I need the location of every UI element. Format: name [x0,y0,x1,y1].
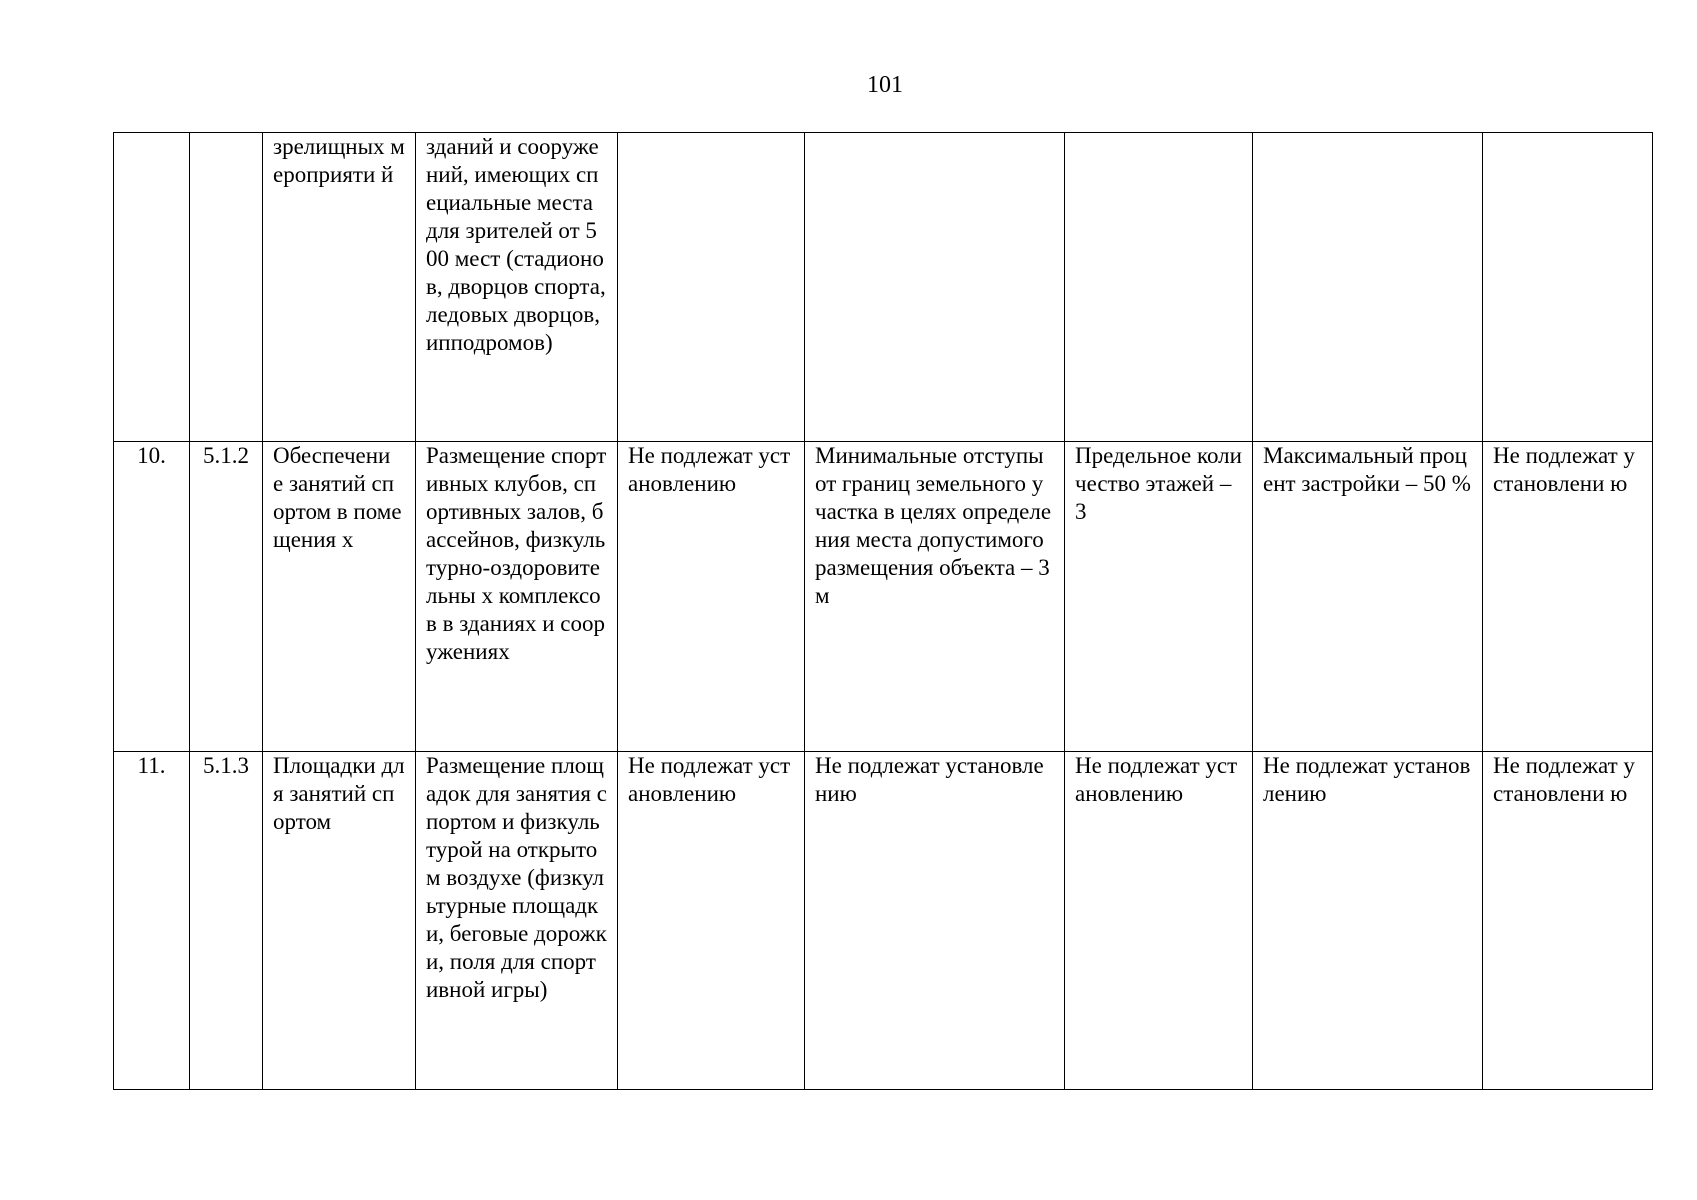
row-number-cell: 11. [114,752,190,1090]
page-number: 101 [867,72,903,98]
use-code-cell: 5.1.3 [190,752,263,1090]
use-code-cell: 5.1.2 [190,442,263,752]
coverage-cell: Максимальный процент застройки – 50 % [1253,442,1483,752]
plot-size-cell [618,133,805,442]
use-name-cell: зрелищных мероприяти й [263,133,416,442]
plot-size-cell: Не подлежат установлению [618,752,805,1090]
table-row [114,752,1653,1090]
setback-cell [805,133,1065,442]
row-number-cell [114,133,190,442]
row-number-cell: 10. [114,442,190,752]
coverage-cell [1253,133,1483,442]
other-params-cell: Не подлежат установлени ю [1483,752,1653,1090]
use-description-cell: зданий и сооружений, имеющих специальные места для зрителей от 500 мест (стадионов, дворцов спорта, ледовых дворцов, ипподромов) [416,133,618,442]
use-description-cell: Размещение площадок для занятия спортом и физкультурой на открытом воздухе (физкультурные площадки, беговые дорожки, поля для спортивной игры) [416,752,618,1090]
other-params-cell [1483,133,1653,442]
use-code-cell [190,133,263,442]
setback-cell: Не подлежат установлению [805,752,1065,1090]
floors-cell: Не подлежат установлению [1065,752,1253,1090]
coverage-cell: Не подлежат установлению [1253,752,1483,1090]
table-row [114,133,1653,442]
floors-cell: Предельное количество этажей – 3 [1065,442,1253,752]
use-name-cell: Площадки для занятий спортом [263,752,416,1090]
use-name-cell: Обеспечени е занятий спортом в помещения х [263,442,416,752]
floors-cell [1065,133,1253,442]
plot-size-cell: Не подлежат установлению [618,442,805,752]
land-use-table [113,132,1653,1090]
other-params-cell: Не подлежат установлени ю [1483,442,1653,752]
use-description-cell: Размещение спортивных клубов, спортивных залов, бассейнов, физкультурно-оздоровительны х комплексов в зданиях и сооружениях [416,442,618,752]
setback-cell: Минимальные отступы от границ земельного участка в целях определения места допустимого размещения объекта – 3 м [805,442,1065,752]
table-row [114,442,1653,752]
